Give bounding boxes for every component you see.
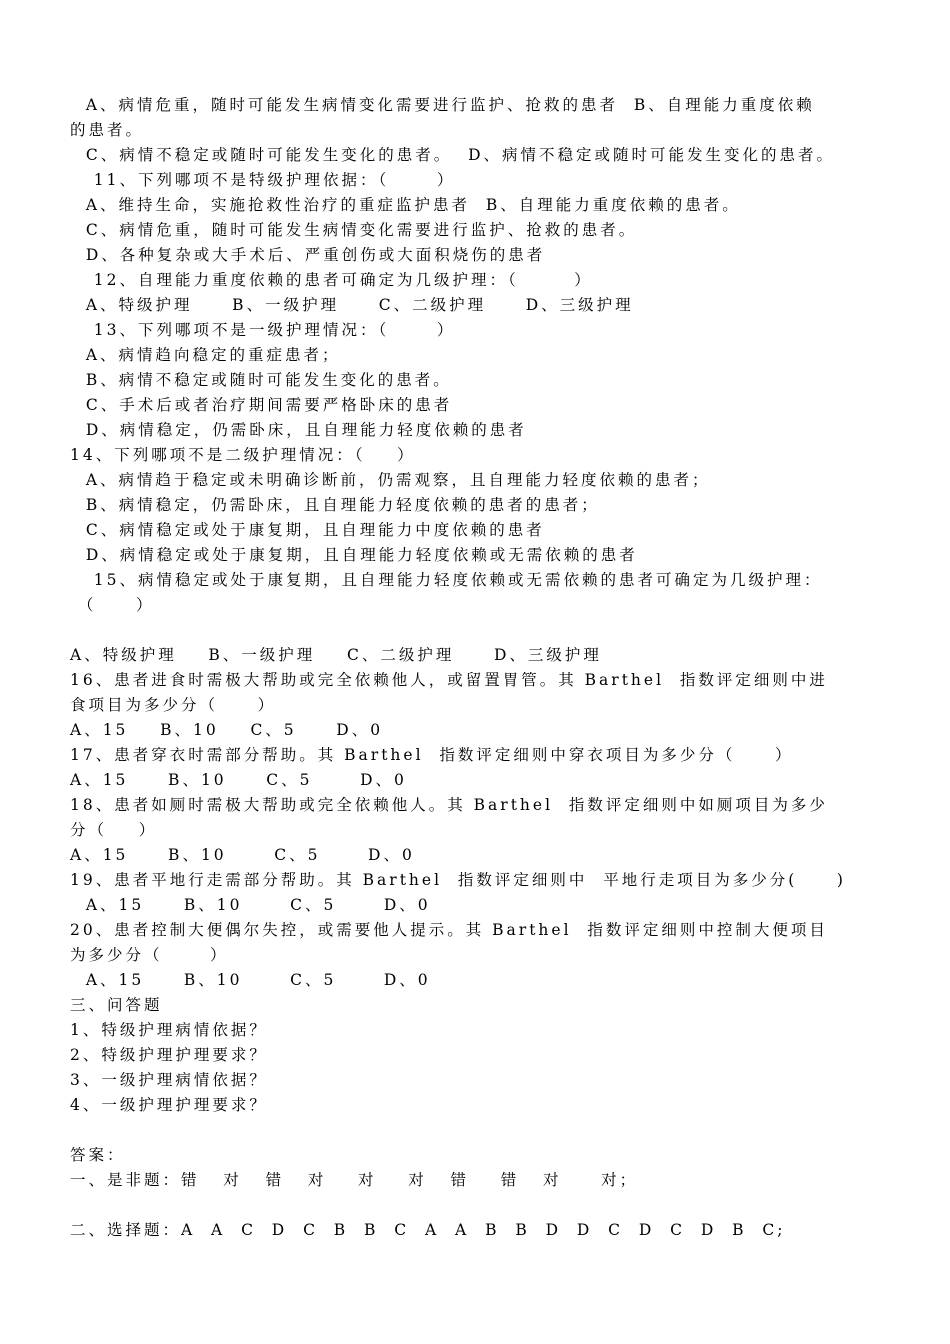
q16-question-cont: 食项目为多少分（ ） <box>70 696 277 714</box>
q13-option-a: A、病情趋向稳定的重症患者； <box>70 346 341 364</box>
q19-question: 19、患者平地行走需部分帮助。其 Barthel 指数评定细则中 平地行走项目为多少分( ) <box>70 871 846 889</box>
q13-option-d: D、病情稳定，仍需卧床，且自理能力轻度依赖的患者 <box>70 421 527 439</box>
q14-option-c: C、病情稳定或处于康复期，且自理能力中度依赖的患者 <box>70 521 545 539</box>
q16-question: 16、患者进食时需极大帮助或完全依赖他人，或留置胃管。其 Barthel 指数评定细则中进 <box>70 671 828 689</box>
q16-options: A、15 B、10 C、5 D、0 <box>70 721 384 739</box>
q14-option-a: A、病情趋于稳定或未明确诊断前，仍需观察，且自理能力轻度依赖的患者； <box>70 471 711 489</box>
q10-option-b-cont: 的患者。 <box>70 121 145 139</box>
q17-question: 17、患者穿衣时需部分帮助。其 Barthel 指数评定细则中穿衣项目为多少分（ ） <box>70 746 794 764</box>
q15-options: A、特级护理 B、一级护理 C、二级护理 D、三级护理 <box>70 646 602 664</box>
q14-option-b: B、病情稳定，仍需卧床，且自理能力轻度依赖的患者的患者； <box>70 496 600 514</box>
q13-question: 13、下列哪项不是一级护理情况：（ ） <box>70 321 456 339</box>
qa-item-4: 4、一级护理护理要求？ <box>70 1096 268 1114</box>
qa-item-3: 3、一级护理病情依据？ <box>70 1071 268 1089</box>
q20-question-cont: 为多少分（ ） <box>70 946 229 964</box>
q19-options: A、15 B、10 C、5 D、0 <box>70 896 431 914</box>
q18-options: A、15 B、10 C、5 D、0 <box>70 846 415 864</box>
q10-option-c-d: C、病情不稳定或随时可能发生变化的患者。 D、病情不稳定或随时可能发生变化的患者。 <box>70 146 835 164</box>
qa-item-2: 2、特级护理护理要求？ <box>70 1046 268 1064</box>
qa-item-1: 1、特级护理病情依据？ <box>70 1021 268 1039</box>
q12-question: 12、自理能力重度依赖的患者可确定为几级护理：（ ） <box>70 271 593 289</box>
answers-true-false: 一、是非题：错 对 错 对 对 对 错 错 对 对； <box>70 1171 639 1189</box>
q15-question: 15、病情稳定或处于康复期，且自理能力轻度依赖或无需依赖的患者可确定为几级护理： <box>70 571 823 589</box>
q11-option-d: D、各种复杂或大手术后、严重创伤或大面积烧伤的患者 <box>70 246 546 264</box>
q17-options: A、15 B、10 C、5 D、0 <box>70 771 407 789</box>
q13-option-b: B、病情不稳定或随时可能发生变化的患者。 <box>70 371 452 389</box>
answers-multiple-choice: 二、选择题：A A C D C B B C A A B B D D C D C D B C; <box>70 1221 786 1239</box>
q14-option-d: D、病情稳定或处于康复期，且自理能力轻度依赖或无需依赖的患者 <box>70 546 638 564</box>
q15-question-cont: （ ） <box>70 596 155 614</box>
q10-option-a-b: A、病情危重，随时可能发生病情变化需要进行监护、抢救的患者 B、自理能力重度依赖 <box>70 96 815 114</box>
section-heading-qa: 三、问答题 <box>70 996 163 1014</box>
q11-option-c: C、病情危重，随时可能发生病情变化需要进行监护、抢救的患者。 <box>70 221 638 239</box>
q20-question: 20、患者控制大便偶尔失控，或需要他人提示。其 Barthel 指数评定细则中控制大便项目 <box>70 921 828 939</box>
q18-question-cont: 分（ ） <box>70 821 158 839</box>
q13-option-c: C、手术后或者治疗期间需要严格卧床的患者 <box>70 396 453 414</box>
q14-question: 14、下列哪项不是二级护理情况：（ ） <box>70 446 416 464</box>
q11-question: 11、下列哪项不是特级护理依据：（ ） <box>70 171 456 189</box>
q12-options: A、特级护理 B、一级护理 C、二级护理 D、三级护理 <box>70 296 634 314</box>
q20-options: A、15 B、10 C、5 D、0 <box>70 971 431 989</box>
answers-heading: 答案： <box>70 1146 126 1164</box>
q18-question: 18、患者如厕时需极大帮助或完全依赖他人。其 Barthel 指数评定细则中如厕项目为多少 <box>70 796 828 814</box>
q11-option-a-b: A、维持生命，实施抢救性治疗的重症监护患者 B、自理能力重度依赖的患者。 <box>70 196 741 214</box>
